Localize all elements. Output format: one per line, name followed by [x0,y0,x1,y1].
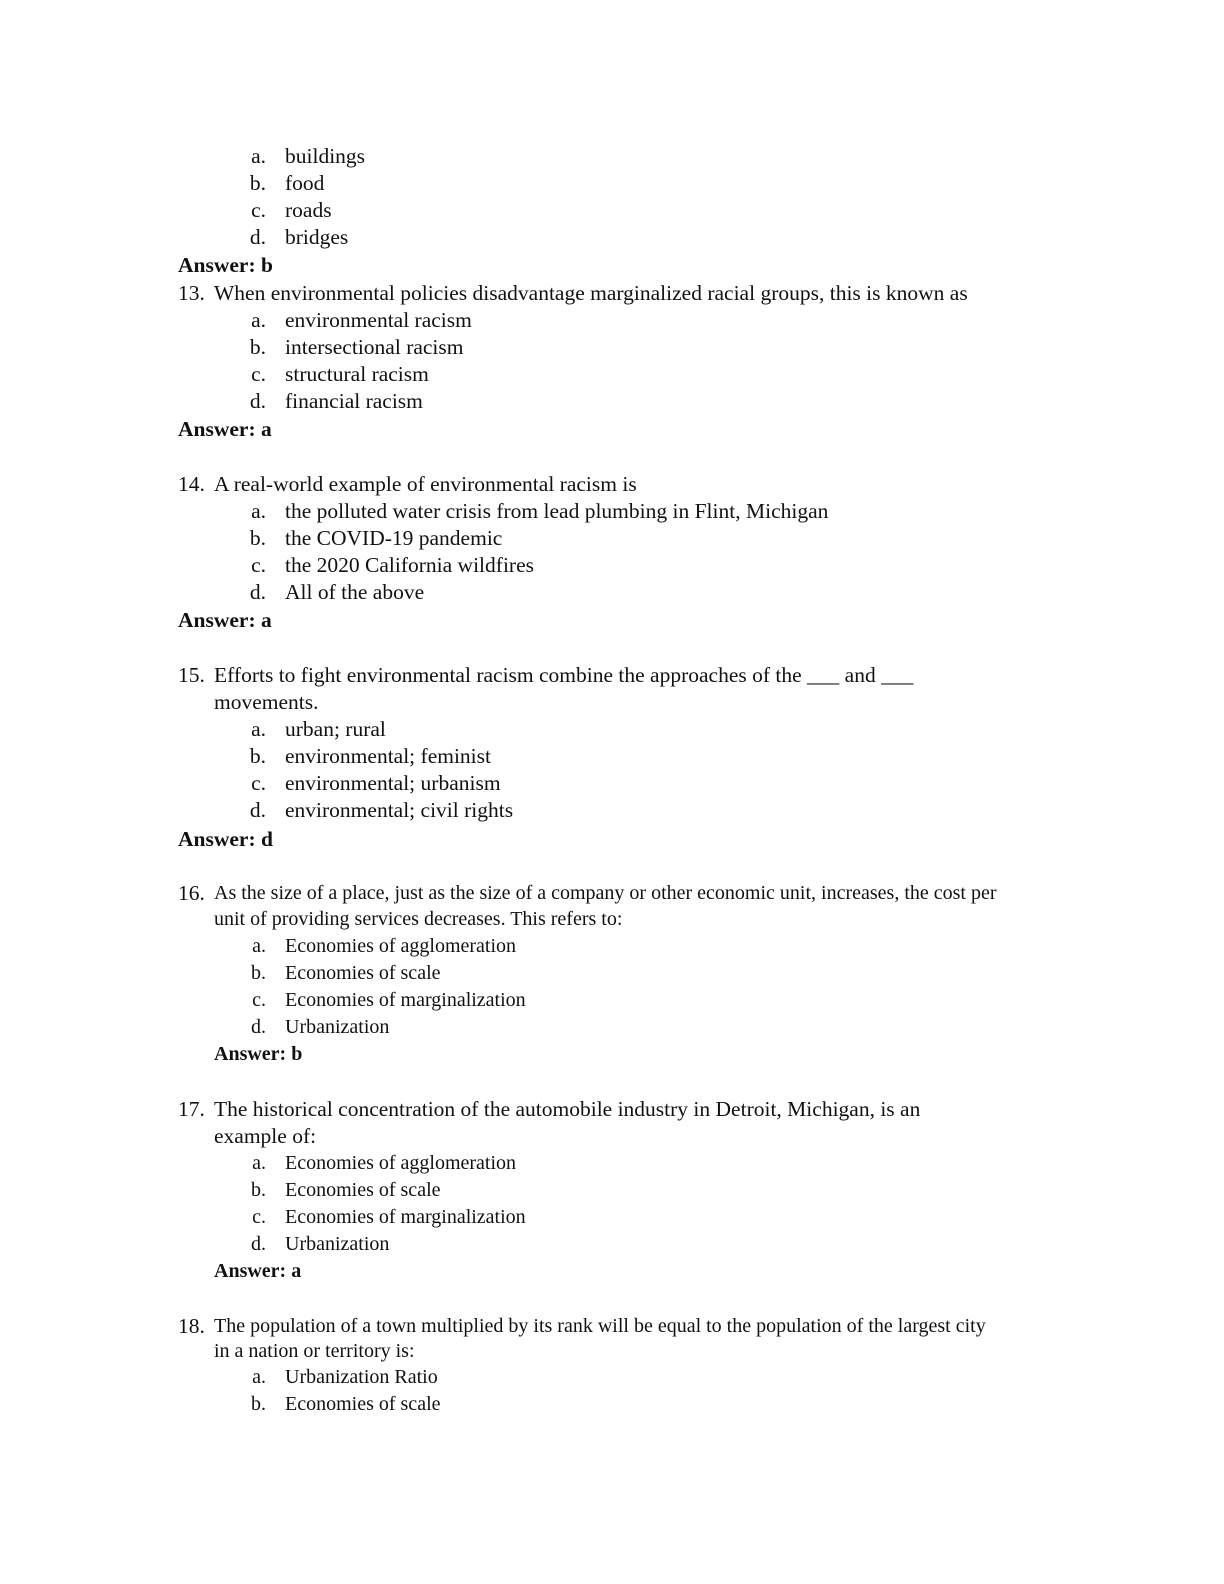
question-number: 13. [178,281,205,305]
option-letter: a. [252,1366,266,1388]
option-text: Economies of scale [285,962,441,984]
option-text: the 2020 California wildfires [285,553,534,577]
question-text: Efforts to fight environmental racism combine the approaches of the ___ and ___ [214,663,914,687]
option-text: bridges [285,225,349,249]
option-text: Urbanization [285,1016,390,1038]
option-letter: d. [251,1016,266,1038]
option-letter: c. [251,362,266,386]
q18-question-cont: in a nation or territory is: [214,1340,415,1362]
option-letter: a. [251,499,266,523]
option-letter: b. [251,1393,266,1415]
q17-answer: Answer: a [214,1260,302,1282]
option-letter: c. [252,989,266,1011]
option-letter: c. [251,771,266,795]
option-text: Economies of scale [285,1179,441,1201]
q16-question-cont: unit of providing services decreases. This refers to: [214,908,623,930]
option-text: structural racism [285,362,429,386]
option-letter: b. [249,526,266,550]
option-letter: a. [251,308,266,332]
option-letter: a. [252,1152,266,1174]
question-number: 15. [178,663,205,687]
q17-question-cont: example of: [214,1124,317,1148]
question-number: 17. [178,1097,205,1121]
option-text: Urbanization [285,1233,390,1255]
option-letter: a. [252,935,266,957]
option-text: Economies of marginalization [285,989,526,1011]
question-text: The population of a town multiplied by its rank will be equal to the population of the largest city [214,1315,986,1337]
option-letter: a. [251,144,266,168]
option-text: environmental; civil rights [285,798,514,822]
q16-answer: Answer: b [214,1043,303,1065]
question-text: As the size of a place, just as the size of a company or other economic unit, increases, the cost per [214,882,997,904]
option-letter: b. [249,171,266,195]
option-letter: d. [249,389,266,413]
option-text: Economies of agglomeration [285,1152,517,1174]
option-letter: c. [251,553,266,577]
option-text: buildings [285,144,366,168]
option-letter: d. [251,1233,266,1255]
question-text: A real-world example of environmental racism is [214,472,637,496]
q12-answer: Answer: b [178,253,273,277]
question-text: When environmental policies disadvantage marginalized racial groups, this is known as [214,281,968,305]
q15-question-cont: movements. [214,690,319,714]
option-text: Urbanization Ratio [285,1366,438,1388]
question-text: The historical concentration of the automobile industry in Detroit, Michigan, is an [214,1097,921,1121]
option-letter: d. [249,225,266,249]
option-text: environmental; feminist [285,744,491,768]
question-number: 16. [178,881,205,905]
option-text: the polluted water crisis from lead plumbing in Flint, Michigan [285,499,829,523]
option-text: food [285,171,325,195]
question-number: 18. [178,1314,205,1338]
option-text: environmental racism [285,308,472,332]
option-text: Economies of agglomeration [285,935,517,957]
option-text: the COVID-19 pandemic [285,526,503,550]
option-letter: c. [252,1206,266,1228]
question-number: 14. [178,472,205,496]
option-letter: d. [249,580,266,604]
option-letter: b. [249,335,266,359]
q13-answer: Answer: a [178,417,272,441]
option-text: Economies of scale [285,1393,441,1415]
option-text: All of the above [285,580,425,604]
option-letter: b. [251,1179,266,1201]
option-letter: b. [249,744,266,768]
option-text: Economies of marginalization [285,1206,526,1228]
option-text: roads [285,198,332,222]
option-text: urban; rural [285,717,386,741]
option-letter: b. [251,962,266,984]
option-text: intersectional racism [285,335,464,359]
q15-answer: Answer: d [178,827,273,851]
option-text: environmental; urbanism [285,771,501,795]
option-letter: a. [251,717,266,741]
option-letter: c. [251,198,266,222]
q14-answer: Answer: a [178,608,272,632]
option-text: financial racism [285,389,423,413]
option-letter: d. [249,798,266,822]
